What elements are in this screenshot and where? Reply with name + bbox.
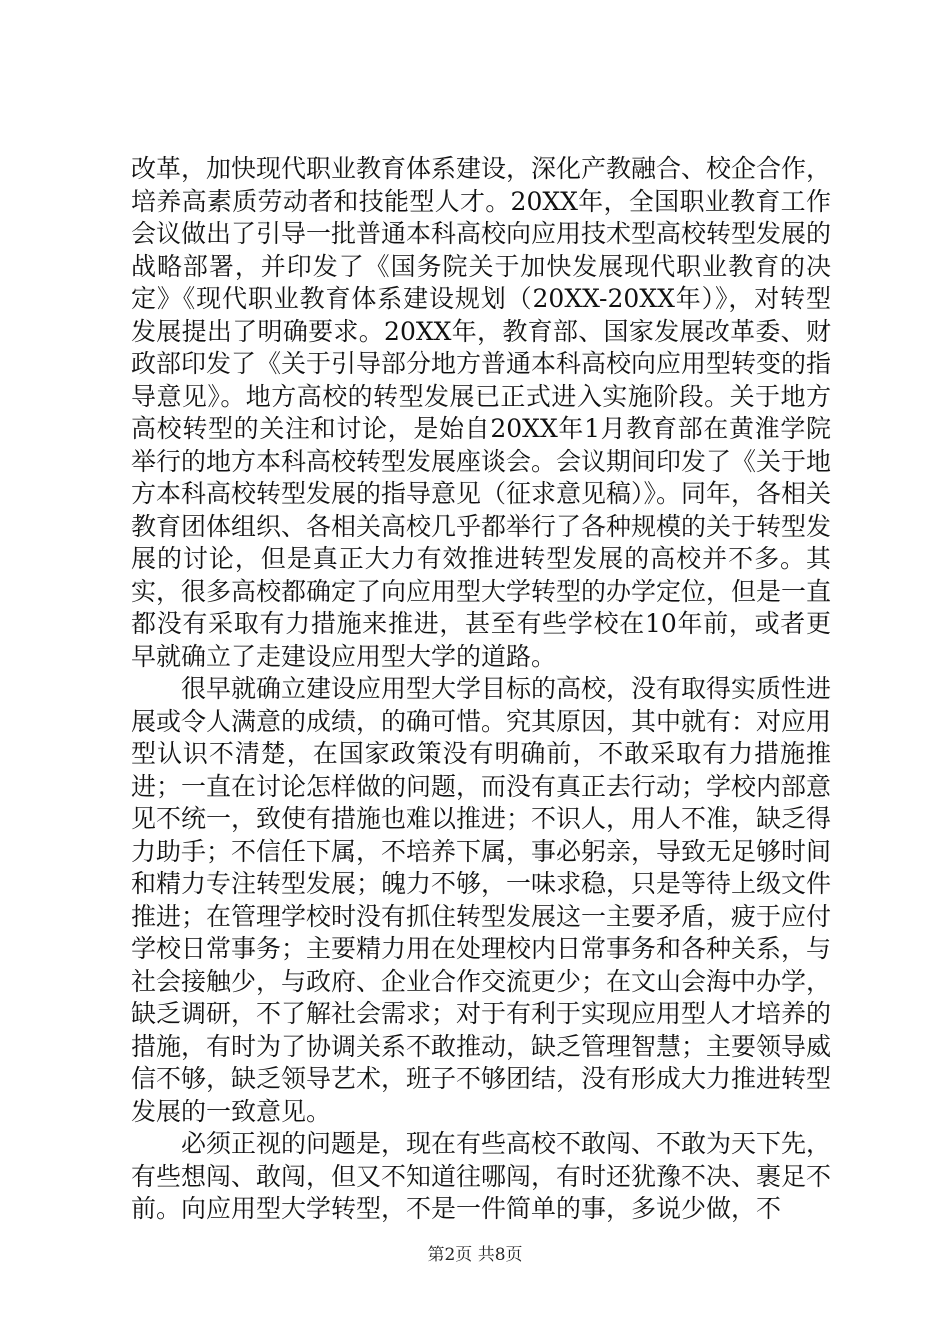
paragraph-1: 改革，加快现代职业教育体系建设，深化产教融合、校企合作，培养高素质劳动者和技能型人才。20XX年，全国职业教育工作会议做出了引导一批普通本科高校向应用技术型高校转型发展的战略部署，并印发了《国务院关于加快发展现代职业教育的决定》《现代职业教育体系建设规划（20XX-20XX年）》，对转型发展提出了明确要求。20XX年，教育部、国家发展改革委、财政部印发了《关于引导部分地方普通本科高校向应用型转变的指导意见》。地方高校的转型发展已正式进入实施阶段。关于地方高校转型的关注和讨论，是始自20XX年1月教育部在黄淮学院举行的地方本科高校转型发展座谈会。会议期间印发了《关于地方本科高校转型发展的指导意见（征求意见稿）》。同年，各相关教育团体组织、各相关高校几乎都举行了各种规模的关于转型发展的讨论，但是真正大力有效推进转型发展的高校并不多。其实，很多高校都确定了向应用型大学转型的办学定位，但是一直都没有采取有力措施来推进，甚至有些学校在10年前，或者更早就确立了走建设应用型大学的道路。	[131, 154, 832, 671]
document-body	[131, 153, 831, 1226]
paragraph-2: 很早就确立建设应用型大学目标的高校，没有取得实质性进展或令人满意的成绩，的确可惜。究其原因，其中就有：对应用型认识不清楚，在国家政策没有明确前，不敢采取有力措施推进；一直在讨论怎样做的问题，而没有真正去行动；学校内部意见不统一，致使有措施也难以推进；不识人，用人不准，缺乏得力助手；不信任下属，不培养下属，事必躬亲，导致无足够时间和精力专注转型发展；魄力不够，一味求稳，只是等待上级文件推进；在管理学校时没有抓住转型发展这一主要矛盾，疲于应付学校日常事务；主要精力用在处理校内日常事务和各种关系，与社会接触少，与政府、企业合作交流更少；在文山会海中办学，缺乏调研，不了解社会需求；对于有利于实现应用型人才培养的措施，有时为了协调关系不敢推动，缺乏管理智慧；主要领导威信不够，缺乏领导艺术，班子不够团结，没有形成大力推进转型发展的一致意见。	[131, 674, 832, 1126]
paragraph-3: 必须正视的问题是，现在有些高校不敢闯、不敢为天下先，有些想闯、敢闯，但又不知道往哪闯，有时还犹豫不决、裹足不前。向应用型大学转型，不是一件简单的事，多说少做，不	[131, 1129, 832, 1223]
page-footer: 第2页 共8页	[427, 1245, 523, 1265]
